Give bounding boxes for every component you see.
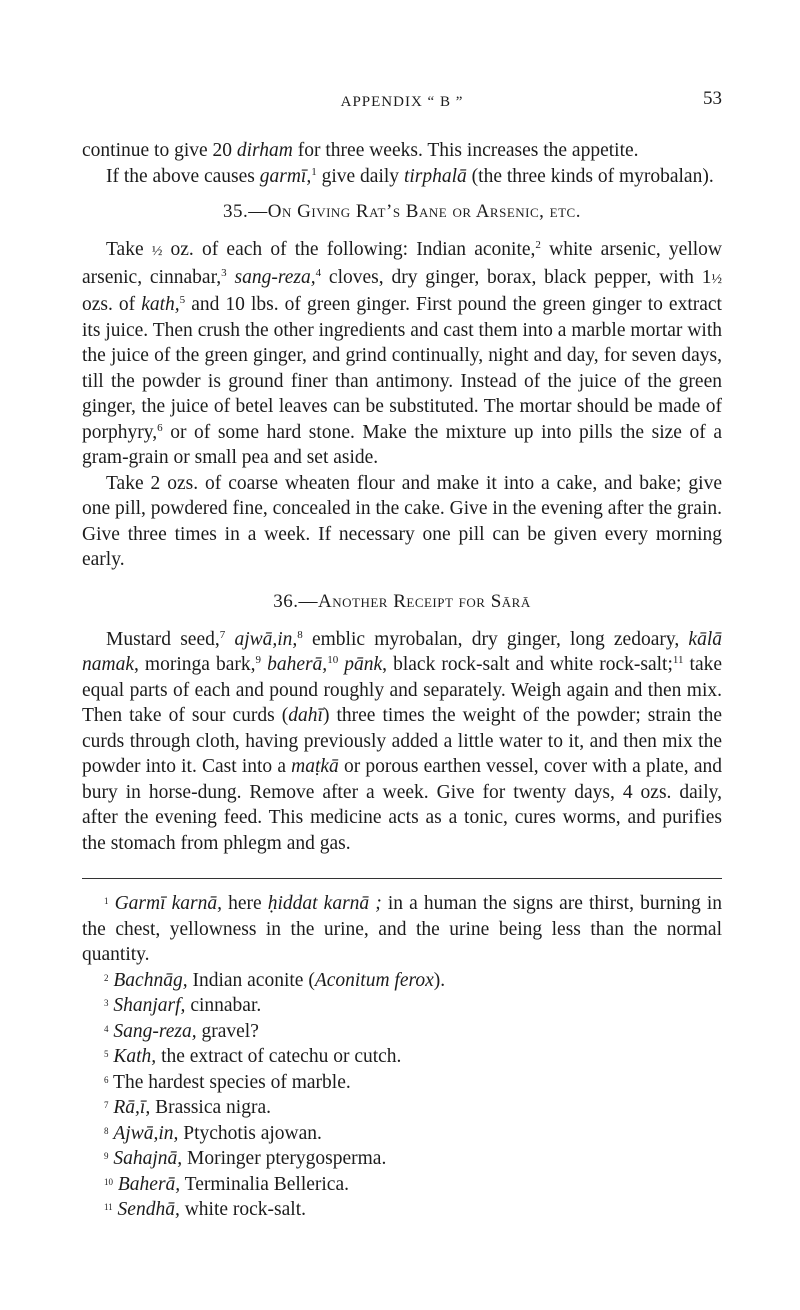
body-text — [82, 138, 722, 1223]
footnote: $^4$ Sang-reza, gravel? — [104, 1020, 259, 1042]
footnote: $^8$ Ajwā,in, Ptychotis ajowan. — [104, 1122, 322, 1144]
section-35-heading: 35.—On Giving Rat’s Bane or Arsenic, etc. — [223, 201, 581, 222]
section-35-paragraph-2: Take 2 ozs. of coarse wheaten flour and make it into a cake, and bake; give one pill, powdered fine, concealed in the cake. Give in the evening after the grain. Give three times in a week. If necessary one pill can be given every morning early. — [82, 472, 722, 570]
garmi-paragraph: If the above causes garmī,$^1$ give daily tirphalā (the three kinds of myrobalan). — [106, 165, 714, 187]
running-head: APPENDIX “ B ” — [340, 94, 464, 110]
page-number: 53 — [703, 88, 722, 109]
footnote: $^{11}$ Sendhā, white rock-salt. — [104, 1199, 306, 1220]
footnotes — [82, 891, 722, 1223]
footnote: $^1$ Garmī karnā, here ḥiddat karnā ; in a human the signs are thirst, burning in the chest, yellowness in the urine, and the urine being less than the normal quantity. — [82, 893, 722, 965]
footnote: $^7$ Rā,ī, Brassica nigra. — [104, 1097, 271, 1118]
section-36-heading: 36.—Another Receipt for Sārā — [273, 590, 531, 612]
footnote: $^{10}$ Baherā, Terminalia Bellerica. — [104, 1173, 349, 1195]
footnote: $^3$ Shanjarf, cinnabar. — [104, 995, 262, 1016]
section-35-paragraph-1: Take ½ oz. of each of the following: Indian aconite,$^2$ white arsenic, yellow arsenic, cinnabar,$^3$ sang-reza,$^4$ cloves, dry ginger, borax, black pepper, with 1½ ozs. of kath,$^5$ and 10 lbs. of green ginger. First pound the green ginger to extract its juice. Then crush the other ingredients and cast them into a marble mortar with the juice of the green ginger, and grind continually, night and day, for seven days, till the powder is ground finer than antimony. Instead of the juice of the green ginger, the juice of betel leaves can be substituted. The mortar should be made of porphyry,$^6$ or of some hard stone. Make the mixture up into pills the size of a gram-grain or small pea and set aside. — [82, 239, 722, 468]
footnote: $^9$ Sahajnā, Moringer pterygosperma. — [104, 1148, 387, 1169]
footnote-divider — [82, 878, 722, 879]
footnote: $^2$ Bachnāg, Indian aconite (Aconitum ferox). — [104, 969, 446, 991]
section-36-paragraph: Mustard seed,$^7$ ajwā,in,$^8$ emblic myrobalan, dry ginger, long zedoary, kālā namak, moringa bark,$^9$ baherā,$^{10}$ pānk, black rock-salt and white rock-salt;$^{11}$ take equal parts of each and pound roughly and separately. Weigh again and then mix. Then take of sour curds (dahī) three times the weight of the powder; strain the curds through cloth, having previously added a little water to it, and then mix the powder into it. Cast into a maṭkā or porous earthen vessel, cover with a plate, and bury in horse-dung. Remove after a week. Give for twenty days, 4 ozs. daily, after the evening feed. This medicine acts as a tonic, cures worms, and purifies the stomach from phlegm and gas. — [82, 628, 723, 854]
footnote: $^5$ Kath, the extract of catechu or cutch. — [104, 1046, 402, 1067]
footnote: $^6$ The hardest species of marble. — [104, 1071, 351, 1093]
continuation-paragraph: continue to give 20 dirham for three weeks. This increases the appetite. — [82, 140, 639, 161]
page-header — [82, 88, 722, 116]
